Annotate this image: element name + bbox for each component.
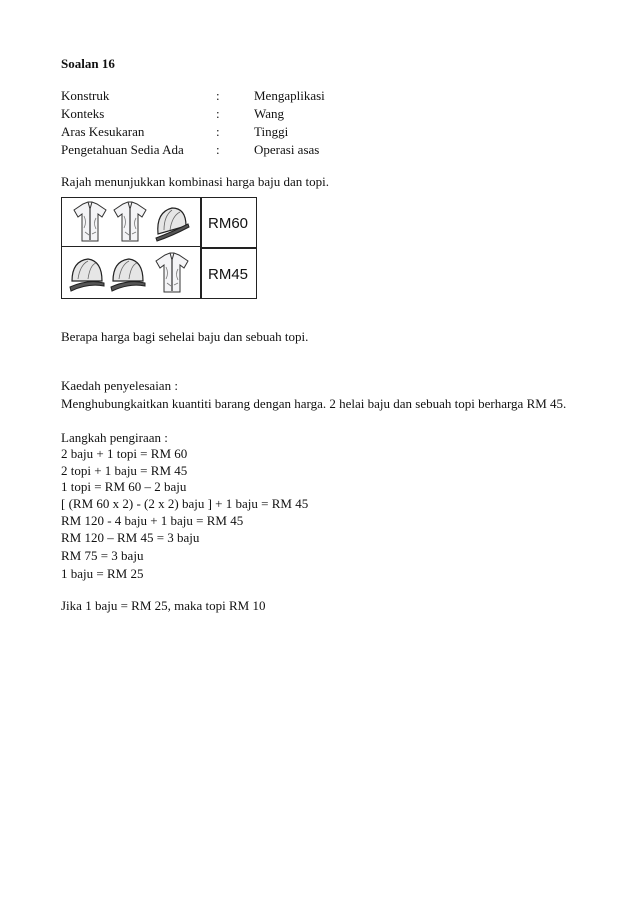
method-text: Menghubungkaitkan kuantiti barang dengan harga. 2 helai baju dan sebuah topi berharga RM 45. — [61, 396, 567, 411]
price-row1: RM60 — [201, 197, 257, 248]
steps-heading: Langkah pengiraan : — [61, 430, 168, 445]
step-line: 1 baju = RM 25 — [61, 566, 144, 581]
question-text: Berapa harga bagi sehelai baju dan sebuah topi. — [61, 329, 309, 344]
step-line: 2 topi + 1 baju = RM 45 — [61, 463, 188, 478]
step-line: RM 120 - 4 baju + 1 baju = RM 45 — [61, 513, 244, 528]
shirt-icon — [153, 251, 191, 295]
meta-row-construct — [61, 88, 581, 104]
step-line: RM 75 = 3 baju — [61, 548, 144, 563]
meta-label: Konteks — [61, 106, 105, 121]
meta-colon: : — [216, 106, 220, 121]
meta-label: Aras Kesukaran — [61, 124, 145, 139]
step-line: 1 topi = RM 60 – 2 baju — [61, 479, 187, 494]
meta-row-prior-knowledge — [61, 142, 581, 158]
meta-row-difficulty — [61, 124, 581, 140]
meta-colon: : — [216, 124, 220, 139]
step-line: RM 120 – RM 45 = 3 baju — [61, 530, 200, 545]
price-figure — [61, 197, 257, 301]
cap-icon — [152, 200, 190, 244]
meta-value: Wang — [254, 106, 284, 121]
cap-icon — [109, 251, 147, 295]
step-line: 2 baju + 1 topi = RM 60 — [61, 446, 188, 461]
meta-value: Mengaplikasi — [254, 88, 325, 103]
intro-text: Rajah menunjukkan kombinasi harga baju dan topi. — [61, 174, 330, 189]
meta-value: Tinggi — [254, 124, 289, 139]
shirt-icon — [71, 200, 109, 244]
meta-label: Pengetahuan Sedia Ada — [61, 142, 184, 157]
conclusion-text: Jika 1 baju = RM 25, maka topi RM 10 — [61, 598, 266, 613]
meta-colon: : — [216, 88, 220, 103]
price-row2: RM45 — [201, 248, 257, 299]
figure-divider — [61, 246, 201, 247]
meta-colon: : — [216, 142, 220, 157]
meta-value: Operasi asas — [254, 142, 320, 157]
meta-row-context — [61, 106, 581, 122]
cap-icon — [68, 251, 106, 295]
step-line: [ (RM 60 x 2) - (2 x 2) baju ] + 1 baju = RM 45 — [61, 496, 309, 511]
meta-label: Konstruk — [61, 88, 110, 103]
method-heading: Kaedah penyelesaian : — [61, 378, 178, 393]
question-title: Soalan 16 — [61, 56, 115, 71]
shirt-icon — [111, 200, 149, 244]
